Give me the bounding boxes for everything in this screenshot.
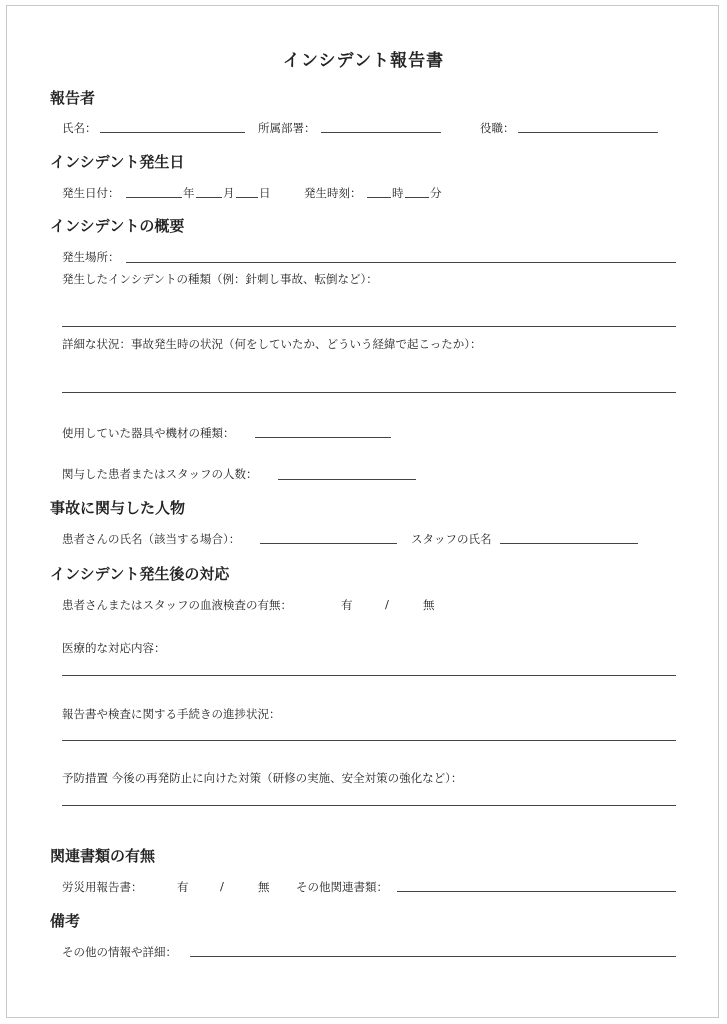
name-label: 氏名： [62, 121, 97, 135]
name-field[interactable] [100, 132, 245, 133]
other-info-field[interactable] [190, 956, 676, 957]
blood-test-yes-option[interactable]: 有 [341, 598, 353, 612]
people-count-label: 関与した患者またはスタッフの人数： [62, 467, 258, 481]
documents-heading: 関連書類の有無 [50, 847, 156, 865]
remarks-heading: 備考 [50, 912, 81, 930]
other-info-label: その他の情報や詳細： [62, 945, 177, 959]
month-field[interactable] [196, 197, 222, 198]
role-field[interactable] [518, 132, 658, 133]
equipment-label: 使用していた器具や機材の種類： [62, 426, 235, 440]
month-label: 月 [223, 186, 235, 200]
other-documents-label: その他関連書類： [296, 880, 388, 894]
medical-response-field[interactable] [62, 675, 676, 676]
other-documents-field[interactable] [397, 891, 676, 892]
day-field[interactable] [236, 197, 258, 198]
staff-name-field[interactable] [500, 543, 638, 544]
labor-report-label: 労災用報告書： [62, 880, 143, 894]
persons-heading: 事故に関与した人物 [50, 499, 186, 517]
type-field[interactable] [62, 326, 676, 327]
year-field[interactable] [126, 197, 182, 198]
staff-name-label: スタッフの氏名 [411, 532, 492, 546]
procedure-label: 報告書や検査に関する手続きの進捗状況： [62, 707, 281, 721]
time-label: 発生時刻： [304, 186, 362, 200]
place-field[interactable] [126, 262, 676, 263]
hour-field[interactable] [367, 197, 391, 198]
blood-test-separator: / [385, 597, 389, 611]
dept-field[interactable] [321, 132, 441, 133]
labor-report-no-option[interactable]: 無 [258, 880, 270, 894]
medical-response-label: 医療的な対応内容： [62, 641, 166, 655]
day-label: 日 [259, 186, 271, 200]
summary-heading: インシデントの概要 [50, 217, 185, 235]
place-label: 発生場所： [62, 250, 120, 264]
detail-field[interactable] [62, 392, 676, 393]
year-label: 年 [183, 186, 195, 200]
equipment-field[interactable] [255, 437, 391, 438]
type-label: 発生したインシデントの種類（例：針刺し事故、転倒など）： [62, 272, 378, 286]
detail-label: 詳細な状況：事故発生時の状況（何をしていたか、どういう経緯で起こったか）： [62, 337, 482, 351]
form-title: インシデント報告書 [282, 51, 445, 71]
procedure-field[interactable] [62, 740, 676, 741]
role-label: 役職： [480, 121, 515, 135]
labor-report-separator: / [220, 879, 224, 893]
date-label: 発生日付： [62, 186, 120, 200]
people-count-field[interactable] [278, 479, 416, 480]
patient-name-label: 患者さんの氏名（該当する場合）： [62, 532, 241, 546]
minute-label: 分 [430, 186, 442, 200]
blood-test-no-option[interactable]: 無 [423, 598, 435, 612]
response-heading: インシデント発生後の対応 [50, 565, 230, 583]
prevention-field[interactable] [62, 805, 676, 806]
labor-report-yes-option[interactable]: 有 [177, 880, 189, 894]
minute-field[interactable] [405, 197, 429, 198]
reporter-heading: 報告者 [50, 89, 96, 107]
blood-test-label: 患者さんまたはスタッフの血液検査の有無： [62, 598, 292, 612]
patient-name-field[interactable] [260, 543, 397, 544]
hour-label: 時 [392, 186, 404, 200]
prevention-label: 予防措置 今後の再発防止に向けた対策（研修の実施、安全対策の強化など）： [62, 771, 463, 785]
dept-label: 所属部署： [258, 121, 316, 135]
date-heading: インシデント発生日 [50, 153, 185, 171]
